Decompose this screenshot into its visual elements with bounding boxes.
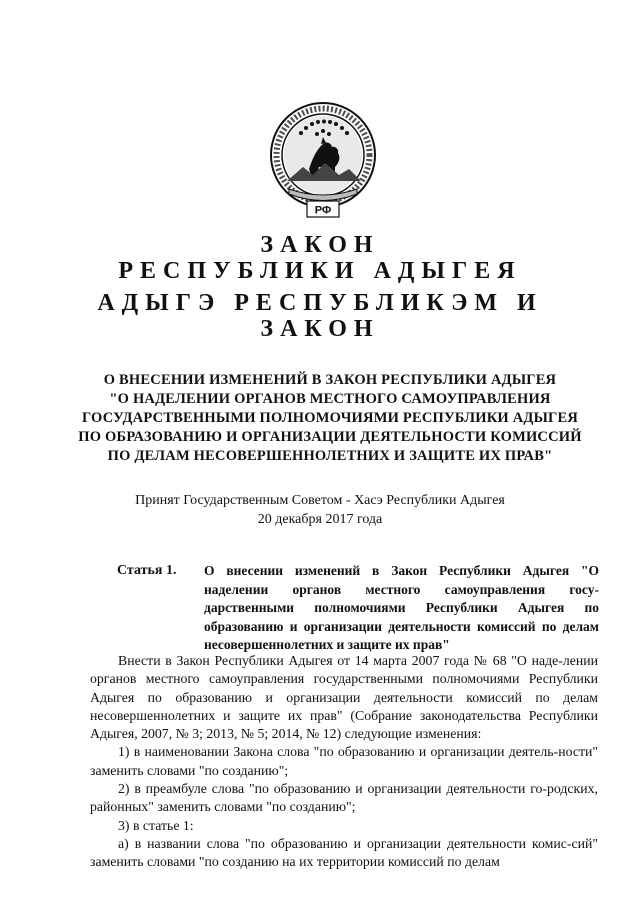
article-title: О внесении изменений в Закон Республики Адыгея "О наделении органов местного самоуправления госу-дарственными полномочиями Республики Адыгея по образованию и организации деятельности комиссий по делам несовершеннолетних и защите их прав" <box>204 563 599 653</box>
body-item-2: 2) в преамбуле слова "по образованию и организации деятельности го-родских, районных" заменить словами "по созданию"; <box>90 781 598 815</box>
subtitle-line-5: ПО ДЕЛАМ НЕСОВЕРШЕННОЛЕТНИХ И ЗАЩИТЕ ИХ ПРАВ" <box>107 448 553 464</box>
adopted-by: Принят Государственным Советом - Хасэ Республики Адыгея <box>135 493 505 508</box>
body-item-1: 1) в наименовании Закона слова "по образованию и организации деятель-ности" заменить словами "по созданию"; <box>90 744 598 778</box>
subtitle-line-2: "О НАДЕЛЕНИИ ОРГАНОВ МЕСТНОГО САМОУПРАВЛЕНИЯ <box>109 391 551 407</box>
title-zakon-adyghe: ЗАКОН <box>260 316 380 342</box>
body-item-3: 3) в статье 1: <box>118 817 194 833</box>
title-zakon: ЗАКОН <box>260 232 380 258</box>
article-number: Статья 1. <box>117 563 177 578</box>
subtitle-line-3: ГОСУДАРСТВЕННЫМИ ПОЛНОМОЧИЯМИ РЕСПУБЛИКИ АДЫГЕЯ <box>81 410 578 426</box>
title-adyghe: АДЫГЭ РЕСПУБЛИКЭМ И <box>97 290 543 316</box>
adopted-date: 20 декабря 2017 года <box>257 512 383 527</box>
emblem-bottom-text: РФ <box>314 204 332 217</box>
body-item-3a: а) в названии слова "по образованию и организации деятельности комис-сий" заменить словами "по созданию на их территории комиссий по делам <box>90 835 598 870</box>
title-republic: РЕСПУБЛИКИ АДЫГЕЯ <box>118 258 522 284</box>
subtitle-line-4: ПО ОБРАЗОВАНИЮ И ОРГАНИЗАЦИИ ДЕЯТЕЛЬНОСТИ КОМИССИЙ <box>78 429 582 445</box>
article-body <box>90 652 598 872</box>
coat-of-arms-emblem <box>269 97 377 233</box>
body-paragraph-intro: Внести в Закон Республики Адыгея от 14 марта 2007 года № 68 "О наде-лении органов местного самоуправления государственными полномочиями Республики Адыгея по образованию и организации деятельности комиссий по делам несовершеннолетних и защите их прав" (Собрание законодательства Республики Адыгея, 2007, № 3; 2013, № 5; 2014, № 12) следующие изменения: <box>90 653 598 742</box>
subtitle-line-1: О ВНЕСЕНИИ ИЗМЕНЕНИЙ В ЗАКОН РЕСПУБЛИКИ АДЫГЕЯ <box>103 372 557 388</box>
